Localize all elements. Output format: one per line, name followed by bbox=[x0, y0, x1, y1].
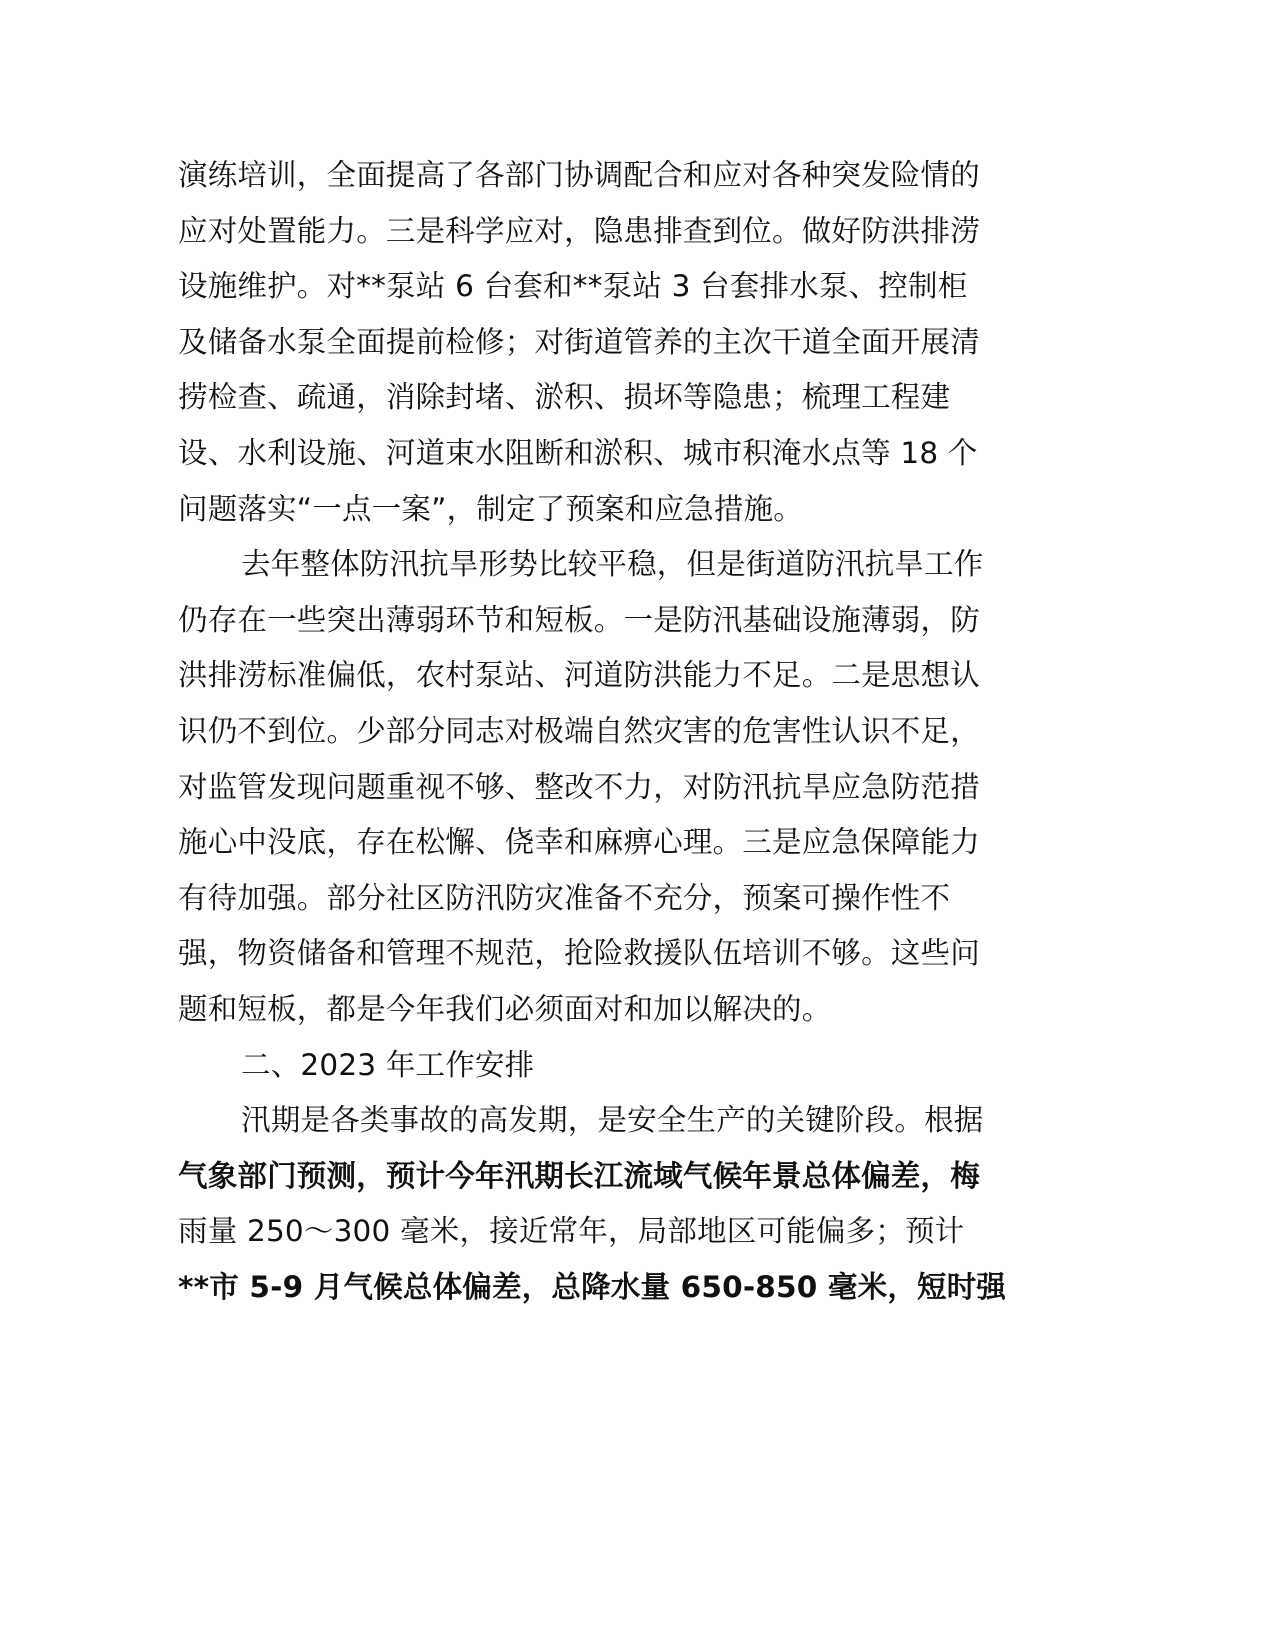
document-page bbox=[178, 148, 1038, 1315]
heading-text: 二、2023 年工作安排 bbox=[241, 1047, 535, 1082]
paragraph-1 bbox=[178, 148, 1038, 537]
text-line: 汛期是各类事故的高发期，是安全生产的关键阶段。根据 bbox=[241, 1103, 984, 1138]
text-line: 对监管发现问题重视不够、整改不力，对防汛抗旱应急防范措 bbox=[178, 769, 980, 804]
text-line: 捞检查、疏通，消除封堵、淤积、损坏等隐患；梳理工程建 bbox=[178, 380, 951, 415]
text-line: 设、水利设施、河道束水阻断和淤积、城市积淹水点等 18 个 bbox=[178, 435, 978, 470]
text-line: 题和短板，都是今年我们必须面对和加以解决的。 bbox=[178, 991, 832, 1026]
text-line: 应对处置能力。三是科学应对，隐患排查到位。做好防洪排涝 bbox=[178, 213, 980, 248]
text-line: 施心中没底，存在松懈、侥幸和麻痹心理。三是应急保障能力 bbox=[178, 825, 980, 860]
text-line: 演练培训，全面提高了各部门协调配合和应对各种突发险情的 bbox=[178, 158, 980, 192]
text-line: 洪排涝标准偏低，农村泵站、河道防洪能力不足。二是思想认 bbox=[178, 658, 980, 693]
text-line: 有待加强。部分社区防汛防灾准备不充分，预案可操作性不 bbox=[178, 880, 951, 915]
paragraph-4 bbox=[178, 1093, 1038, 1315]
paragraph-2 bbox=[178, 537, 1038, 1037]
text-line: 气象部门预测，预计今年汛期长江流域气候年景总体偏差，梅 bbox=[178, 1158, 980, 1193]
text-line: 及储备水泵全面提前检修；对街道管养的主次干道全面开展清 bbox=[178, 324, 980, 359]
text-line: 强，物资储备和管理不规范，抢险救援队伍培训不够。这些问 bbox=[178, 936, 980, 971]
text-line: 雨量 250～300 毫米，接近常年，局部地区可能偏多；预计 bbox=[178, 1214, 965, 1249]
text-line: **市 5-9 月气候总体偏差，总降水量 650-850 毫米，短时强 bbox=[178, 1269, 1007, 1304]
text-line: 设施维护。对**泵站 6 台套和**泵站 3 台套排水泵、控制柜 bbox=[178, 269, 968, 304]
text-line: 去年整体防汛抗旱形势比较平稳，但是街道防汛抗旱工作 bbox=[241, 547, 984, 582]
text-line: 问题落实“一点一案”，制定了预案和应急措施。 bbox=[178, 491, 803, 526]
text-line: 仍存在一些突出薄弱环节和短板。一是防汛基础设施薄弱，防 bbox=[178, 602, 980, 637]
text-line: 识仍不到位。少部分同志对极端自然灾害的危害性认识不足， bbox=[178, 713, 980, 748]
section-heading bbox=[178, 1038, 1038, 1094]
